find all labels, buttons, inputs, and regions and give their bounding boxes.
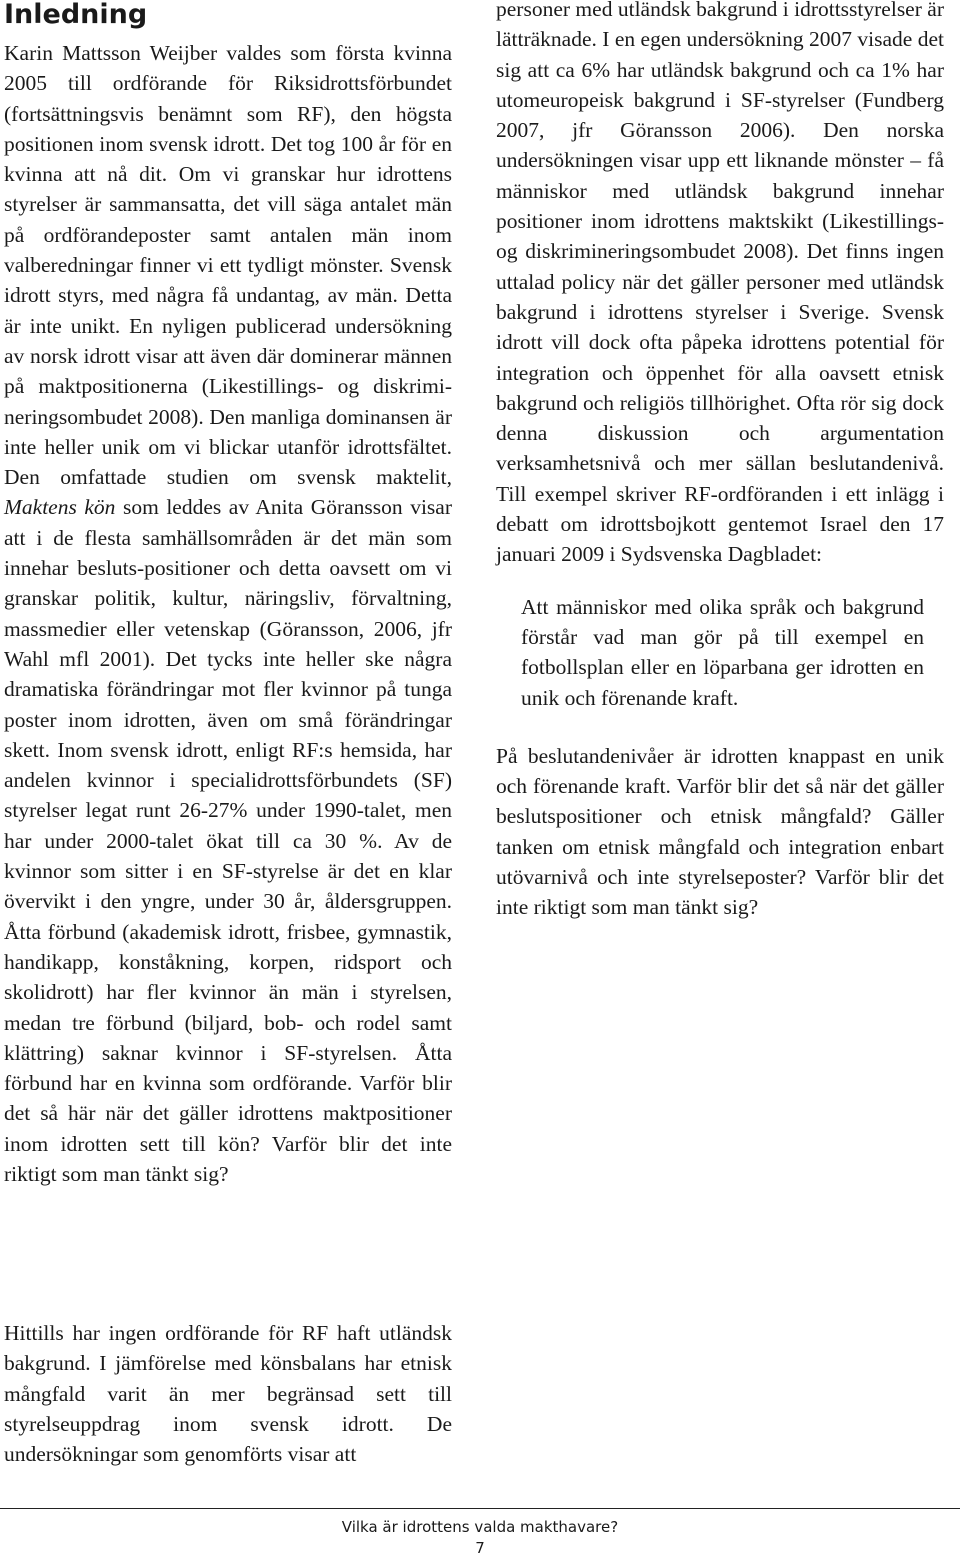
footer-divider bbox=[0, 1508, 960, 1509]
body-paragraph: personer med utländsk bakgrund i idrottsstyrelser är lätträknade. I en egen undersökning 2007 visade det sig att ca 6% har utländsk bakgrund och ca 1% har utomeuropeisk bakgrund i SF-styrelser (Fundberg 2007, jfr Göransson 2006). Den norska undersökningen visar upp ett liknande mönster – få människor med utländsk bakgrund innehar positioner inom idrottens maktskikt (Likestillings- og diskrimineringsombudet 2008). Det finns ingen uttalad policy när det gäller personer med utländsk bakgrund i idrottens styrelser i Sverige. Svensk idrott vill dock ofta påpeka idrottens potential för integration och öppenhet för alla oavsett etnisk bakgrund och religiös tillhörighet. Ofta rör sig dock denna diskussion och argumentation verksamhetsnivå och mer sällan beslutandenivå. Till exempel skriver RF-ordföranden i ett inlägg i debatt om idrottsbojkott gentemot Israel den 17 januari 2009 i Sydsvenska Dagbladet: bbox=[496, 0, 944, 567]
paragraph-text: Karin Mattsson Weijber valdes som första kvinna 2005 till ordförande för Riksidrottsförbundet (fortsättningsvis benämnt som RF), den högsta positionen inom svensk idrott. Det tog 100 år för en kvinna att nå dit. Om vi granskar hur idrottens styrelser är sammansatta, det vill säga antalet män på ordförandeposter samt antalen män inom valberedningar finner vi ett tydligt mönster. Svensk idrott styrs, med några få undantag, av män. Detta är inte unikt. En nyligen publicerad undersökning av norsk idrott visar att även där dominerar männen på maktpositionerna (Likestillings- og diskrimineringsombudet 2008). Den manliga dominansen är inte heller unik om vi blickar utanför idrottsfältet. Den omfattade studien om svensk maktelit, bbox=[4, 41, 452, 490]
body-paragraph: Hittills har ingen ordförande för RF haft utländsk bakgrund. I jämförelse med könsbalans har etnisk mångfald varit än mer begränsad sett till styrelseuppdrag inom svensk idrott. De undersökningar som genomförts visar att bbox=[4, 1321, 452, 1467]
body-paragraph bbox=[4, 38, 452, 1189]
paragraph-text: som leddes av Anita Göransson visar att i de flesta samhällsområden är det män som innehar besluts-positioner och detta oavsett om vi granskar politik, kultur, näringsliv, förvaltning, massmedier eller vetenskap (Göransson, 2006, jfr Wahl mfl 2001). Det tycks inte heller ske några dramatiska förändringar mot fler kvinnor på tunga poster inom idrotten, även om små förändringar skett. Inom svensk idrott, enligt RF:s hemsida, har andelen kvinnor i specialidrottsförbundets (SF) styrelser legat runt 26-27% under 1990-talet, men har under 2000-talet ökat till ca 30 %. Av de kvinnor som sitter i en SF-styrelse är det en klar övervikt i den yngre, under 30 år, åldersgruppen. Åtta förbund (akademisk idrott, frisbee, gymnastik, handikapp, konståkning, korpen, ridsport och skolidrott) har fler kvinnor än män i styrelsen, medan tre förbund (biljard, bob- och rodel samt klättring) saknar kvinnor i SF-styrelsen. Åtta förbund har en kvinna som ordförande. Varför blir det så här när det gäller idrottens maktpositioner inom idrotten sett till kön? Varför blir det inte riktigt som man tänkt sig? bbox=[4, 495, 452, 1186]
left-column bbox=[4, 38, 452, 1189]
right-column bbox=[496, 0, 944, 923]
block-quote: Att människor med olika språk och bakgrund förstår vad man gör på till exempel en fotbollsplan eller en löparbana ger idrotten en unik och förenande kraft. bbox=[521, 594, 924, 710]
section-heading: Inledning bbox=[4, 0, 148, 30]
running-footer-title: Vilka är idrottens valda makthavare? bbox=[341, 1518, 619, 1536]
left-column-continued bbox=[4, 1318, 452, 1469]
page-number: 7 bbox=[475, 1539, 485, 1557]
book-title: Maktens kön bbox=[4, 495, 116, 520]
body-paragraph: På beslutandenivåer är idrotten knappast en unik och förenande kraft. Varför blir det så när det gäller beslutspositioner och etnisk mångfald? Gäller tanken om etnisk mångfald och integration enbart utövarnivå och inte styrelseposter? Varför blir det inte riktigt som man tänkt sig? bbox=[496, 743, 944, 920]
